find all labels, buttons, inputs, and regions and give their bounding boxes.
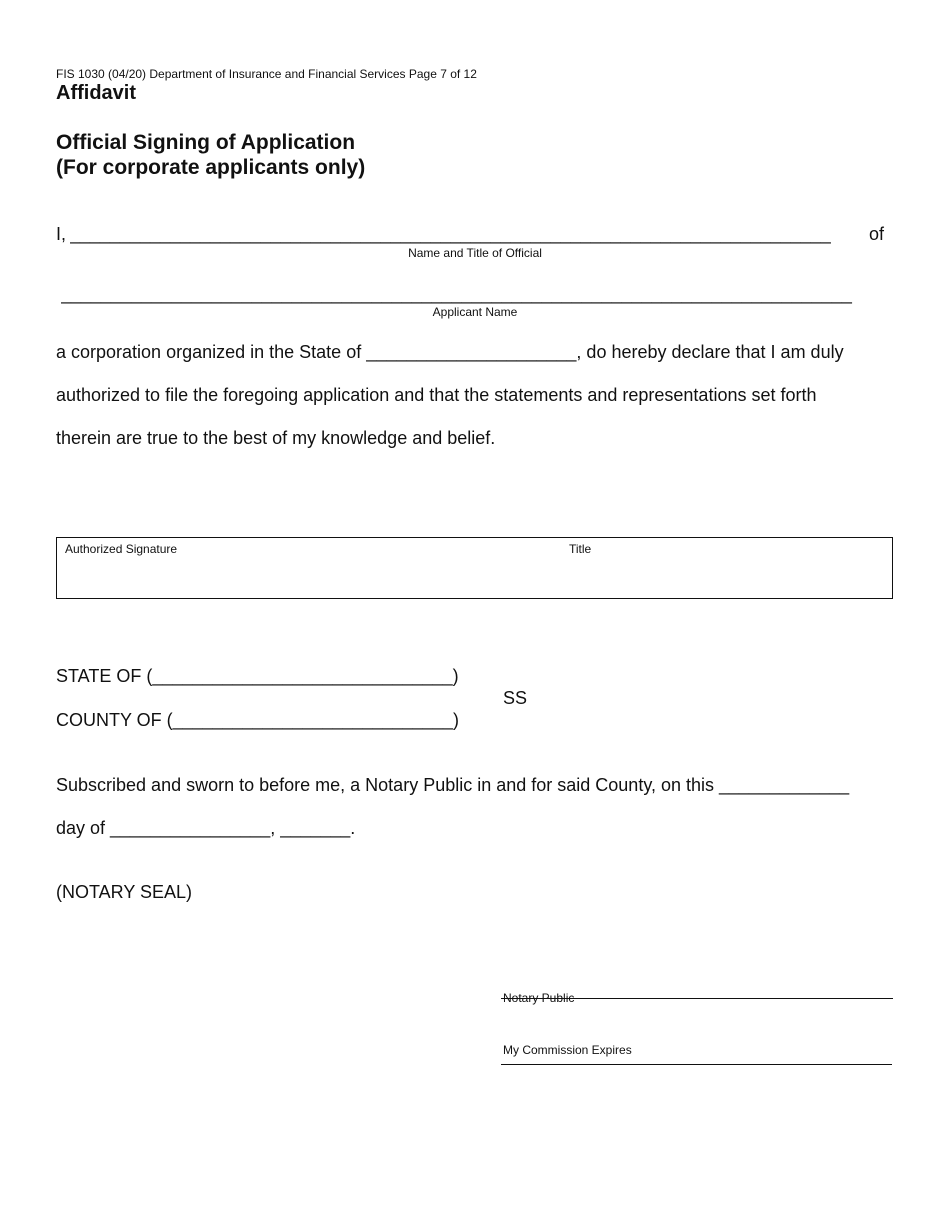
county-of-field[interactable]: COUNTY OF (____________________________) [56,710,459,730]
applicant-name-field[interactable]: _______________________________________________________________________________ [61,284,852,304]
official-name-field[interactable]: ____________________________________________________________________________ [70,224,831,244]
signature-box[interactable] [56,537,893,599]
commission-expires-line[interactable] [501,1064,892,1065]
title-label: Title [569,542,592,556]
official-suffix: of [869,224,885,244]
state-of-field[interactable]: STATE OF (______________________________) [56,666,459,686]
notary-public-label: Notary Public [503,991,575,1005]
official-prefix: I, [56,224,67,244]
sworn-line-2: day of ________________, _______. [56,818,356,838]
page-title: Official Signing of Application [56,131,356,154]
sworn-line-1: Subscribed and sworn to before me, a Notary Public in and for said County, on this _____________ [56,775,850,795]
applicant-field-label: Applicant Name [432,305,518,319]
official-field-label: Name and Title of Official [408,246,542,260]
notary-public-signature-line[interactable] [501,998,893,999]
commission-expires-label: My Commission Expires [503,1043,632,1057]
ss-label: SS [503,688,528,708]
page-subtitle: (For corporate applicants only) [56,156,366,179]
form-header-line: FIS 1030 (04/20) Department of Insurance and Financial Services Page 7 of 12 [56,67,477,81]
section-title: Affidavit [56,82,136,104]
declaration-line-3: therein are true to the best of my knowledge and belief. [56,428,496,448]
notary-seal-label: (NOTARY SEAL) [56,882,193,902]
declaration-line-2: authorized to file the foregoing application and that the statements and representations set forth [56,385,817,405]
authorized-signature-label: Authorized Signature [65,542,178,556]
declaration-line-1: a corporation organized in the State of _____________________, do hereby declare that I am duly [56,342,844,362]
